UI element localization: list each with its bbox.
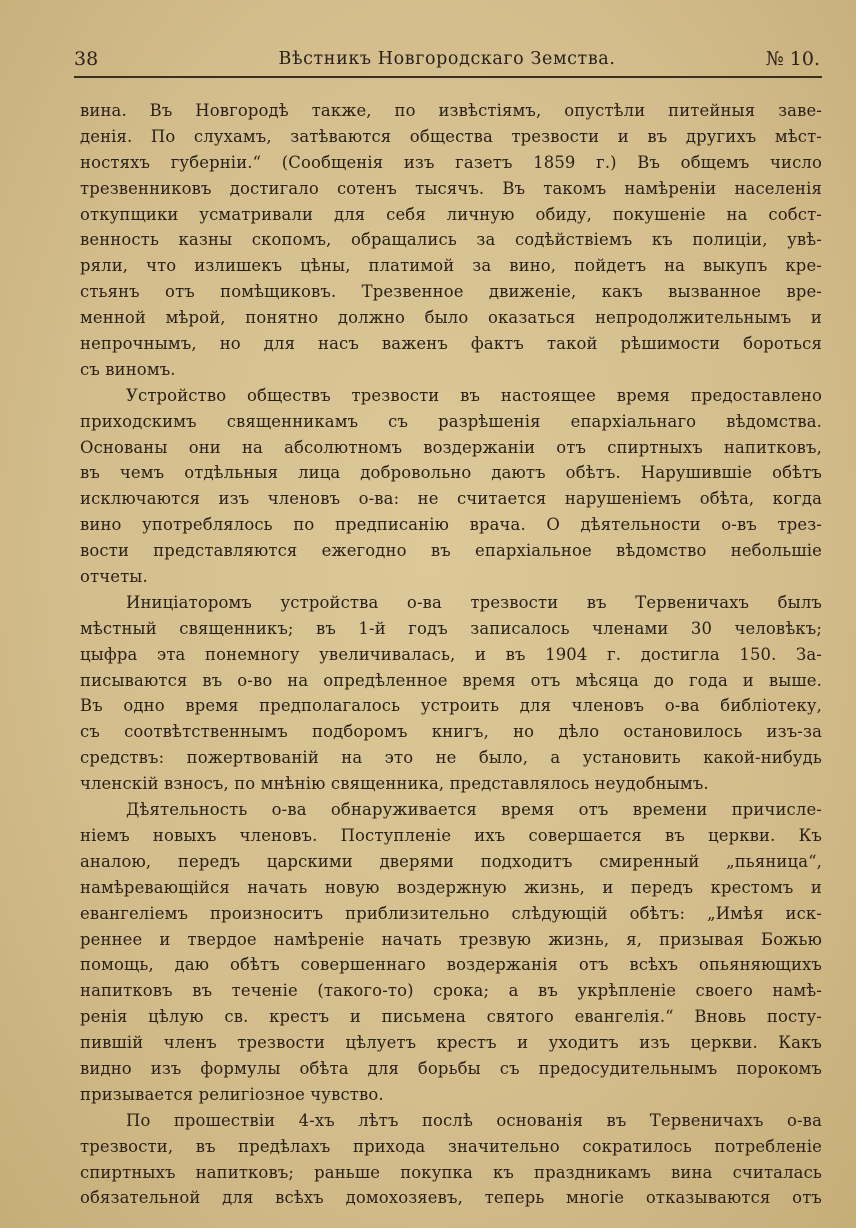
text-line: Дѣятельность о-ва обнаруживается время отъ времени причисле- [126, 800, 822, 820]
text-line: Иниціаторомъ устройства о-ва трезвости въ Тервеничахъ былъ [126, 592, 822, 612]
text-line: въ чемъ отдѣльныя лица добровольно даютъ обѣтъ. Нарушившіе обѣтъ [80, 463, 822, 483]
text-line: напитковъ въ теченіе (такого-то) срока; а въ укрѣпленіе своего намѣ- [80, 981, 822, 1001]
text-line: исключаются изъ членовъ о-ва: не считается нарушеніемъ обѣта, когда [80, 489, 822, 509]
text-line: менной мѣрой, понятно должно было оказаться непродолжительнымъ и [80, 308, 822, 328]
text-line: членскій взносъ, по мнѣнію священника, представлялось неудобнымъ. [80, 774, 709, 794]
text-line: пившій членъ трезвости цѣлуетъ крестъ и уходитъ изъ церкви. Какъ [80, 1033, 822, 1053]
text-line: вина. Въ Новгородѣ также, по извѣстіямъ, опустѣли питейныя заве- [80, 101, 822, 120]
text-line: аналою, передъ царскими дверями подходитъ смиренный „пьяница“, [80, 851, 822, 871]
text-line: обязательной для всѣхъ домохозяевъ, теперь многіе отказываются отъ [80, 1188, 822, 1208]
text-line: намѣревающійся начать новую воздержную жизнь, и передъ крестомъ и [80, 877, 822, 897]
text-line: видно изъ формулы обѣта для борьбы съ предосудительнымъ порокомъ [80, 1058, 822, 1078]
text-line: отчеты. [80, 567, 148, 587]
text-line: денія. По слухамъ, затѣваются общества трезвости и въ другихъ мѣст- [80, 126, 822, 146]
text-line: ряли, что излишекъ цѣны, платимой за вино, пойдетъ на выкупъ кре- [80, 256, 822, 276]
text-line: ніемъ новыхъ членовъ. Поступленіе ихъ совершается въ церкви. Къ [80, 825, 822, 845]
text-line: ренія цѣлую св. крестъ и письмена святого евангелія.“ Вновь посту- [80, 1007, 822, 1027]
text-line: трезвенниковъ достигало сотенъ тысячъ. Въ такомъ намѣреніи населенія [80, 178, 822, 198]
text-line: откупщики усматривали для себя личную обиду, покушеніе на собст- [80, 204, 822, 224]
text-line: непрочнымъ, но для насъ важенъ фактъ такой рѣшимости бороться [80, 334, 822, 354]
body-text [80, 98, 822, 1211]
running-header [74, 46, 820, 76]
text-line: Устройство обществъ трезвости въ настоящее время предоставлено [126, 385, 822, 405]
text-line: трезвости, въ предѣлахъ прихода значительно сократилось потребленіе [80, 1136, 822, 1156]
text-line: спиртныхъ напитковъ; раньше покупка къ праздникамъ вина считалась [80, 1162, 822, 1182]
text-line: помощь, даю обѣтъ совершеннаго воздержанія отъ всѣхъ опьяняющихъ [80, 955, 822, 975]
header-rule [74, 76, 822, 78]
text-line: Основаны они на абсолютномъ воздержаніи отъ спиртныхъ напитковъ, [80, 437, 822, 457]
text-line: евангеліемъ произноситъ приблизительно слѣдующій обѣтъ: „Имѣя иск- [80, 903, 822, 923]
text-line: Въ одно время предполагалось устроить для членовъ о-ва библіотеку, [80, 696, 822, 716]
issue-number: № 10. [765, 48, 820, 70]
text-line: призывается религіозное чувство. [80, 1084, 384, 1104]
text-line: мѣстный священникъ; въ 1-й годъ записалось членами 30 человѣкъ; [80, 618, 822, 638]
text-line: вино употреблялось по предписанію врача. О дѣятельности о-въ трез- [80, 515, 822, 535]
page-number: 38 [74, 48, 99, 70]
text-line: ностяхъ губерніи.“ (Сообщенія изъ газетъ 1859 г.) Въ общемъ число [80, 152, 822, 172]
text-line: приходскимъ священникамъ съ разрѣшенія епархіальнаго вѣдомства. [80, 411, 822, 431]
text-line: средствъ: пожертвованій на это не было, а установить какой-нибудь [80, 748, 822, 768]
text-line: вости представляются ежегодно въ епархіальное вѣдомство небольшіе [80, 541, 822, 561]
text-line: реннее и твердое намѣреніе начать трезвую жизнь, я, призывая Божью [80, 929, 822, 949]
text-line: съ соотвѣтственнымъ подборомъ книгъ, но дѣло остановилось изъ-за [80, 722, 822, 742]
text-line: стьянъ отъ помѣщиковъ. Трезвенное движеніе, какъ вызванное вре- [80, 282, 822, 302]
text-line: съ виномъ. [80, 359, 176, 379]
journal-title: Вѣстникъ Новгородскаго Земства. [278, 49, 616, 69]
text-line: По прошествіи 4-хъ лѣтъ послѣ основанія въ Тервеничахъ о-ва [126, 1110, 822, 1130]
text-line: писываются въ о-во на опредѣленное время отъ мѣсяца до года и выше. [80, 670, 822, 690]
text-line: венность казны скопомъ, обращались за содѣйствіемъ къ полиціи, увѣ- [80, 230, 822, 250]
text-line: цыфра эта понемногу увеличивалась, и въ 1904 г. достигла 150. За- [80, 644, 822, 664]
